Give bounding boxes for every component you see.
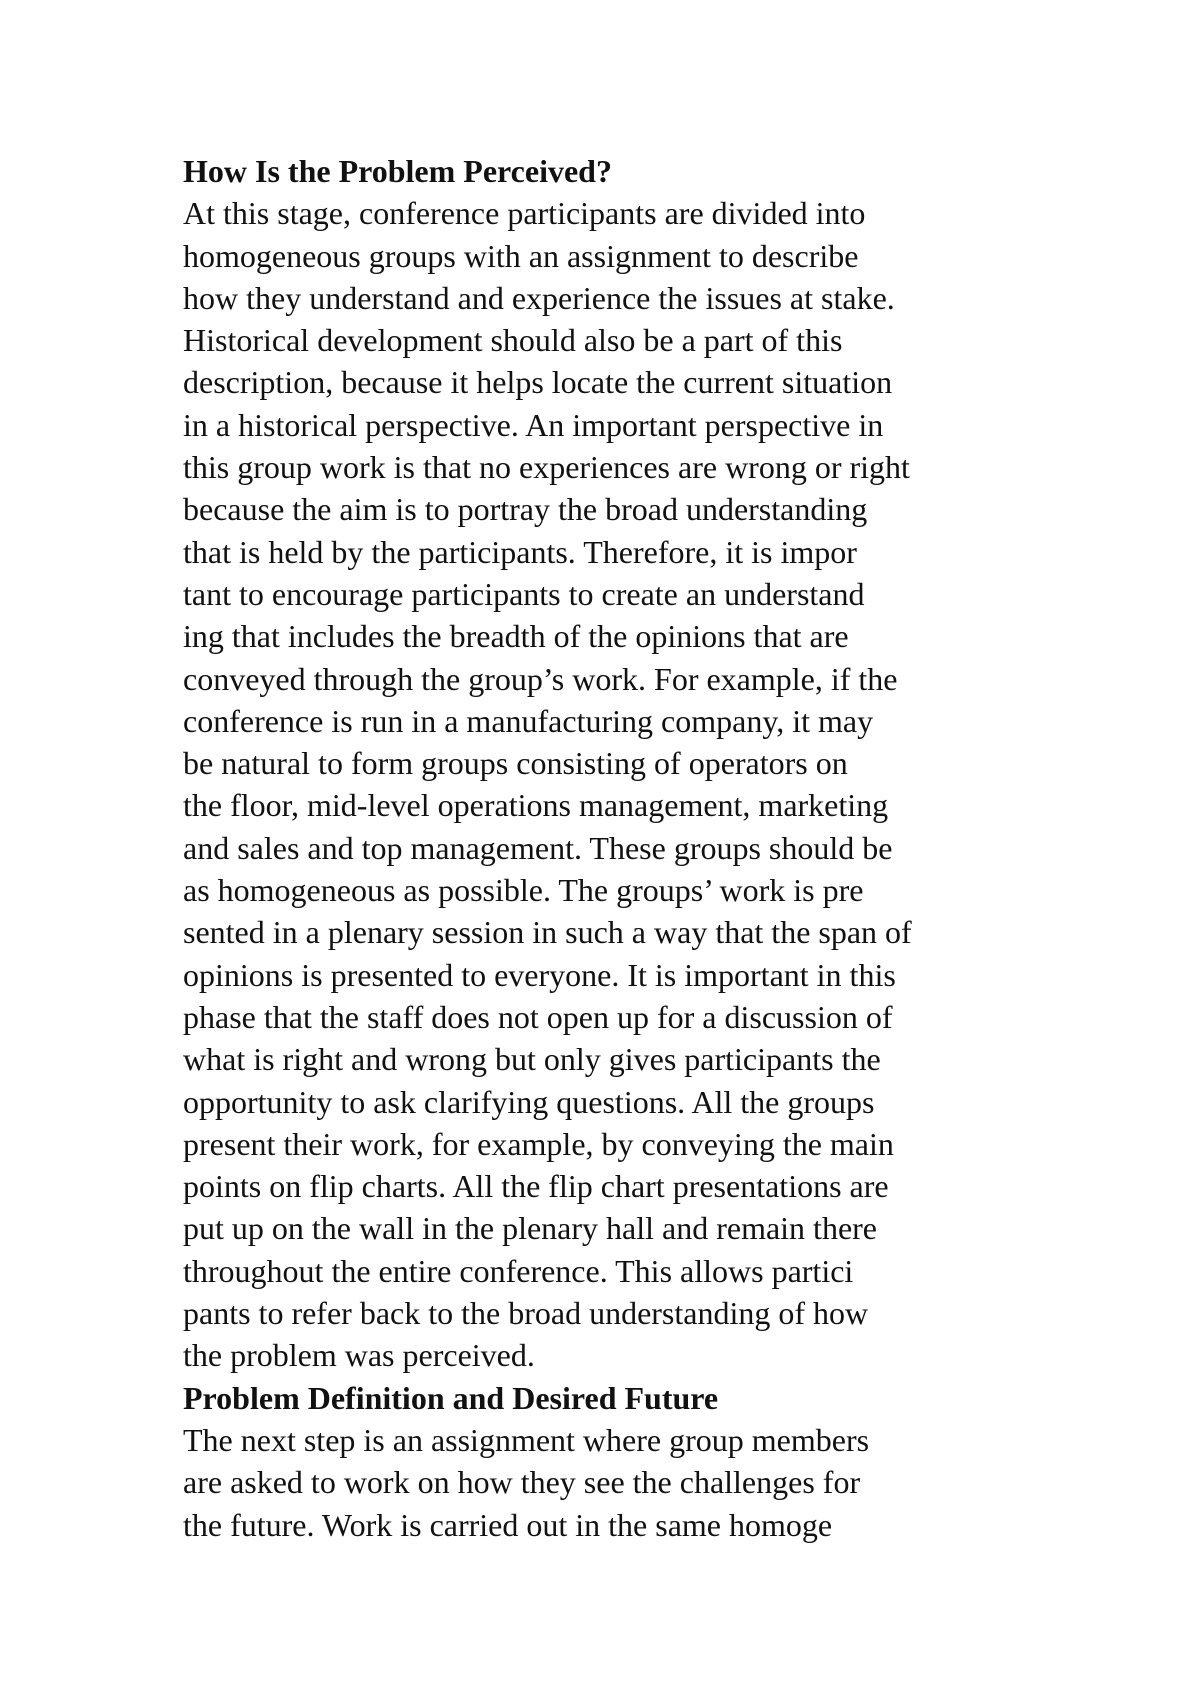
- section-heading: Problem Definition and Desired Future: [183, 1379, 719, 1416]
- paragraph-line: tant to encourage participants to create an understand: [183, 575, 865, 612]
- paragraph-line: the floor, mid-level operations management, marketing: [183, 787, 889, 824]
- paragraph-line: as homogeneous as possible. The groups’ work is pre: [183, 872, 864, 909]
- paragraph-line: how they understand and experience the issues at stake.: [183, 279, 895, 316]
- paragraph-line: that is held by the participants. Therefore, it is impor: [183, 533, 857, 570]
- section-heading: How Is the Problem Perceived?: [183, 153, 612, 189]
- paragraph-line: points on flip charts. All the flip chart presentations are: [183, 1168, 889, 1205]
- paragraph-line: put up on the wall in the plenary hall and remain there: [183, 1210, 877, 1247]
- paragraph-line: opportunity to ask clarifying questions. All the groups: [183, 1083, 875, 1120]
- paragraph-line: conference is run in a manufacturing company, it may: [183, 702, 874, 739]
- paragraph-line: description, because it helps locate the current situation: [183, 364, 893, 401]
- paragraph-line: what is right and wrong but only gives participants the: [183, 1041, 881, 1078]
- paragraph-line: be natural to form groups consisting of operators on: [183, 745, 848, 782]
- paragraph-line: Historical development should also be a part of this: [183, 322, 843, 359]
- body-text: [183, 150, 1083, 1546]
- paragraph-line: the future. Work is carried out in the same homoge: [183, 1506, 833, 1543]
- paragraph-line: because the aim is to portray the broad understanding: [183, 491, 868, 528]
- paragraph-line: opinions is presented to everyone. It is important in this: [183, 956, 896, 993]
- paragraph-line: sented in a plenary session in such a way that the span of: [183, 914, 912, 951]
- paragraph-line: The next step is an assignment where group members: [183, 1421, 870, 1458]
- paragraph-line: phase that the staff does not open up for a discussion of: [183, 998, 893, 1035]
- paragraph-line: throughout the entire conference. This allows partici: [183, 1252, 854, 1289]
- paragraph-line: ing that includes the breadth of the opinions that are: [183, 618, 849, 655]
- paragraph-line: are asked to work on how they see the challenges for: [183, 1464, 861, 1501]
- paragraph-line: the problem was perceived.: [183, 1337, 535, 1374]
- paragraph-line: pants to refer back to the broad understanding of how: [183, 1295, 869, 1332]
- paragraph-line: this group work is that no experiences are wrong or right: [183, 449, 910, 486]
- paragraph-line: in a historical perspective. An important perspective in: [183, 406, 884, 443]
- paragraph-line: present their work, for example, by conveying the main: [183, 1125, 894, 1162]
- paragraph-line: conveyed through the group’s work. For example, if the: [183, 660, 898, 697]
- paragraph-line: At this stage, conference participants are divided into: [183, 195, 866, 232]
- paragraph-line: homogeneous groups with an assignment to describe: [183, 237, 859, 274]
- paragraph-line: and sales and top management. These groups should be: [183, 829, 893, 866]
